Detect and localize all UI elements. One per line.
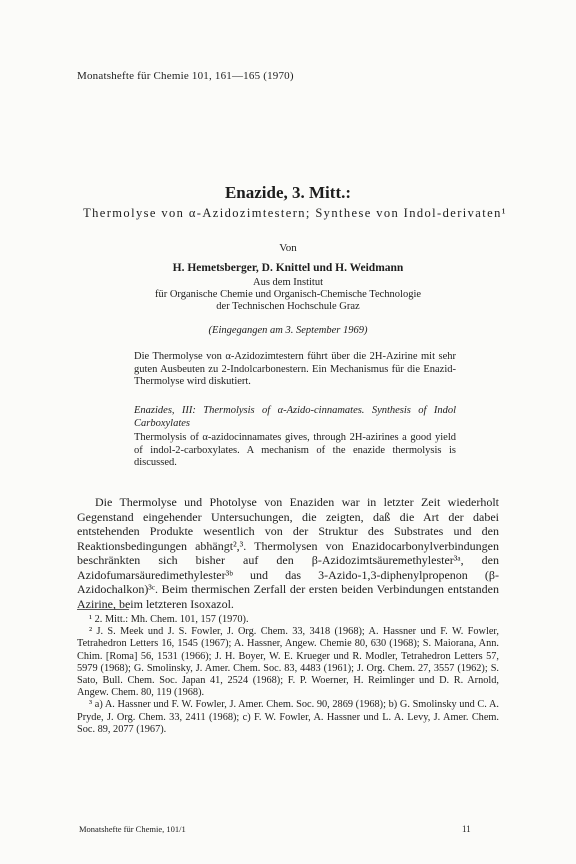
affiliation (0, 277, 576, 313)
affiliation-line: für Organische Chemie und Organisch-Chemische Technologie (154, 289, 422, 300)
footnotes (77, 614, 499, 736)
abstract-english-title-text: Enazides, III: Thermolysis of α-Azido-cinnamates. Synthesis of Indol Carboxylates (134, 405, 456, 429)
body-paragraph (77, 495, 499, 611)
authors: H. Hemetsberger, D. Knittel und H. Weidmann (172, 262, 404, 274)
journal-header: Monatshefte für Chemie 101, 161—165 (1970) (77, 70, 294, 82)
footnote-3: ³ a) A. Hassner und F. W. Fowler, J. Amer. Chem. Soc. 90, 2869 (1968); b) G. Smolinsky und C. A. Pryde, J. Org. Chem. 33, 2411 (1968); c) F. W. Fowler, A. Hassner und L. A. Levy, J. Amer. Chem. Soc. 89, 2077 (1967). (77, 699, 499, 735)
body-text: Die Thermolyse und Photolyse von Enaziden war in letzter Zeit wiederholt Gegenstand eingehender Untersuchungen, die zeigten, daß die Art der dabei entstehenden Produkte wesentlich von der Struktur des Substrates und den Reaktionsbedingungen abhängt²,³. Thermolysen von Enazidocarbonylverbindungen beschränkten sich bisher auf den β-Azidozimtsäuremethylester³ᵃ, den Azidofumarsäuredimethylester³ᵇ und das 3-Azido-1,3-diphenylpropenon (β-Azidochalkon)³ᶜ. Beim thermischen Zerfall der ersten beiden Verbindungen entstanden Azirine, beim letzteren Isoxazol. (77, 495, 499, 611)
page-number: 11 (462, 824, 471, 834)
received-date: (Eingegangen am 3. September 1969) (208, 325, 368, 336)
footnote-1: ¹ 2. Mitt.: Mh. Chem. 101, 157 (1970). (89, 614, 249, 625)
abstract-german-text: Die Thermolyse von α-Azidozimtestern führt über die 2H-Azirine mit sehr guten Ausbeuten zu 2-Indolcarbonestern. Ein Mechanismus für die Enazid-Thermolyse wird diskutiert. (134, 351, 456, 388)
footnote-divider (77, 609, 129, 610)
paper-title: Enazide, 3. Mitt.: (224, 183, 352, 202)
abstract-german (134, 351, 456, 389)
footnote-2: ² J. S. Meek und J. S. Fowler, J. Org. Chem. 33, 3418 (1968); A. Hassner und F. W. Fowler, Tetrahedron Letters 16, 1545 (1967); A. Hassner, Angew. Chemie 80, 630 (1968); S. Maiorana, Ann. Chim. [Roma] 56, 1531 (1966); J. H. Boyer, W. E. Krueger und R. Modler, Tetrahedron Letters 57, 5979 (1968); G. Smolinsky, J. Amer. Chem. Soc. 83, 4483 (1961); J. Org. Chem. 27, 3557 (1962); S. Sato, Bull. Chem. Soc. Japan 41, 2524 (1968); F. P. Woerner, H. Reimlinger und D. R. Arnold, Angew. Chem. 80, 119 (1968). (77, 626, 499, 699)
abstract-english (134, 432, 456, 470)
affiliation-line: der Technischen Hochschule Graz (216, 301, 360, 312)
abstract-english-text: Thermolysis of α-azidocinnamates gives, through 2H-azirines a good yield of indol-2-carboxylates. A mechanism of the enazide thermolysis is discussed. (134, 432, 456, 469)
paper-subtitle: Thermolyse von α-Azidozimtestern; Synthese von Indol-derivaten¹ (83, 206, 507, 220)
byline-von: Von (279, 242, 297, 254)
affiliation-line: Aus dem Institut (253, 277, 323, 288)
footer-journal: Monatshefte für Chemie, 101/1 (79, 824, 186, 834)
abstract-english-title (134, 405, 456, 430)
